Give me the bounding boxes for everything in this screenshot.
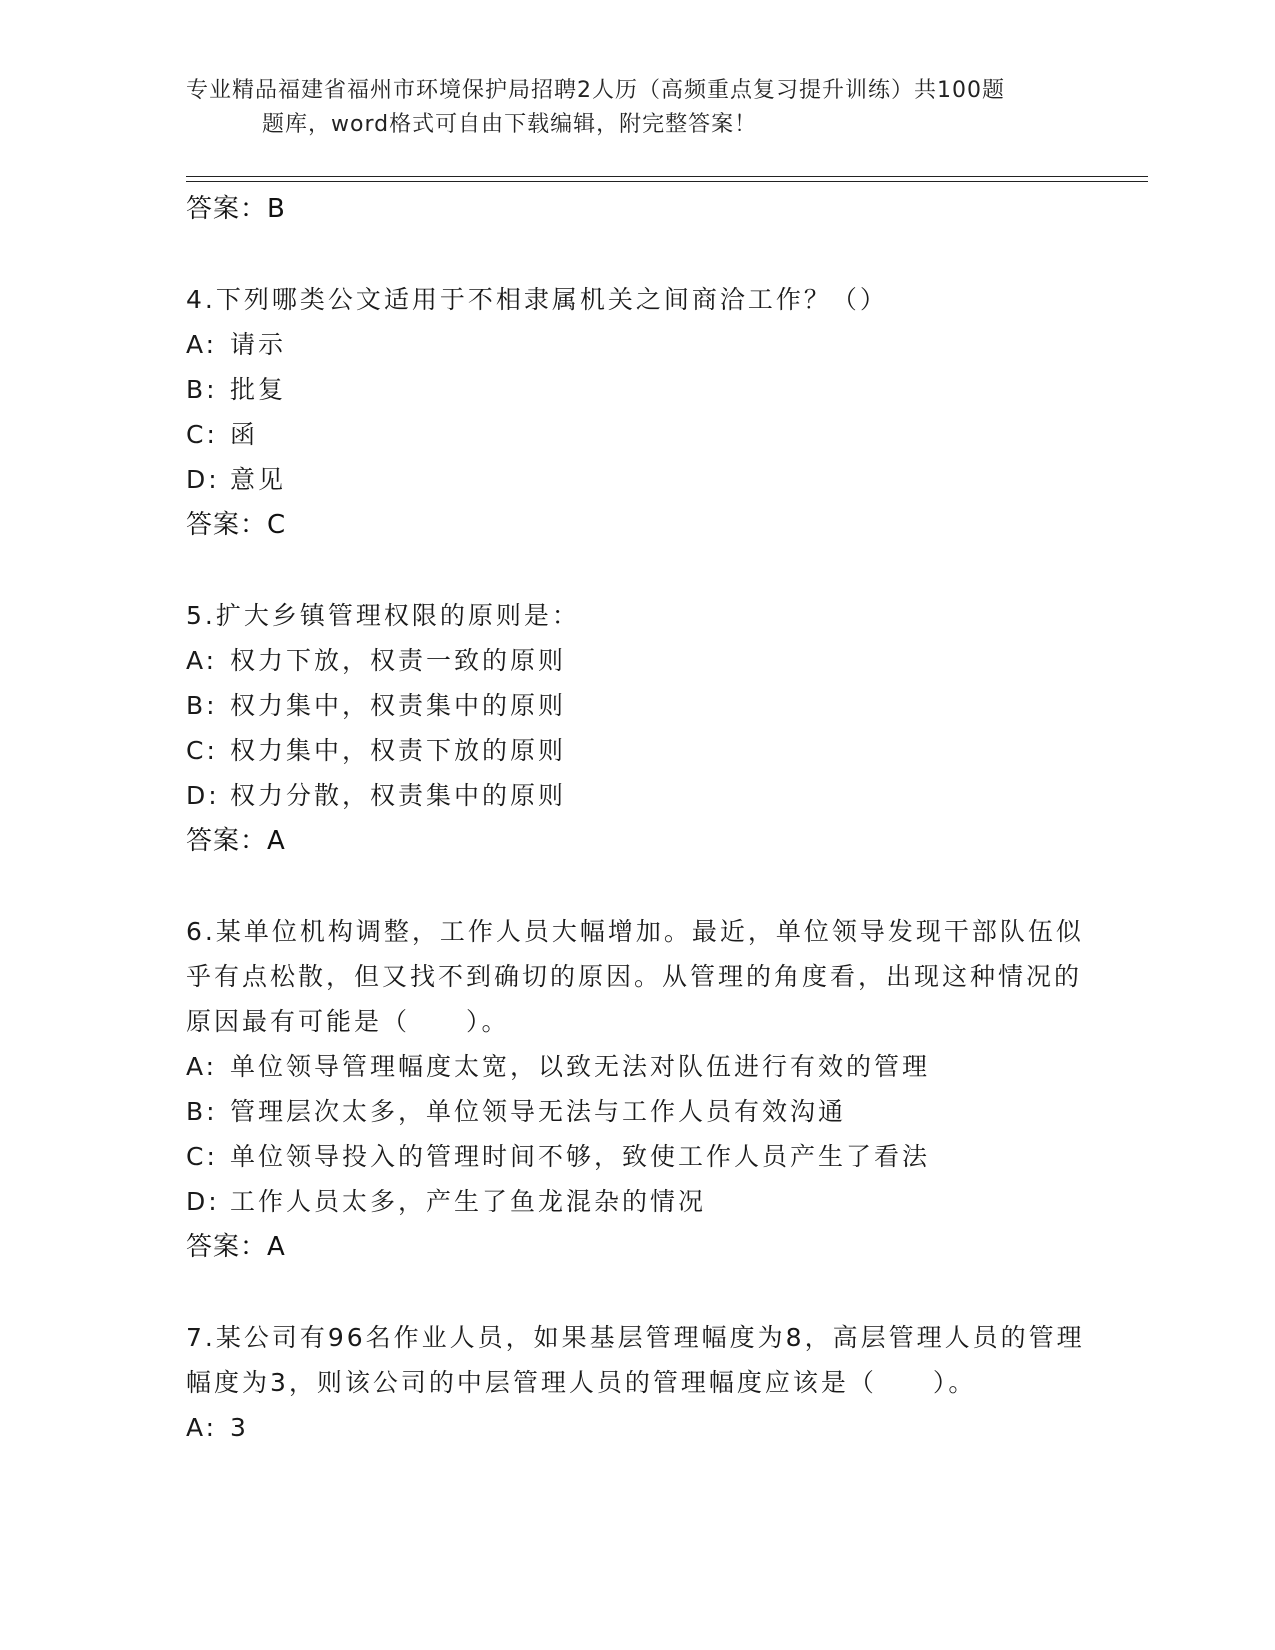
- option-letter: A:: [186, 646, 218, 675]
- option-letter: A:: [186, 330, 218, 359]
- question-text: 4.下列哪类公文适用于不相隶属机关之间商洽工作？（）: [186, 285, 888, 314]
- option-text: 权力集中，权责下放的原则: [230, 736, 567, 765]
- option-text: 工作人员太多，产生了鱼龙混杂的情况: [230, 1187, 707, 1216]
- option-b: [186, 367, 1086, 412]
- option-text: 权力下放，权责一致的原则: [230, 646, 567, 675]
- option-letter: C:: [186, 420, 218, 449]
- option-text: 权力分散，权责集中的原则: [230, 781, 567, 810]
- option-letter: B:: [186, 1097, 218, 1126]
- question-text: 7.某公司有96名作业人员，如果基层管理幅度为8，高层管理人员的管理幅度为3，则该公司的中层管理人员的管理幅度应该是（ ）。: [186, 1323, 1085, 1397]
- question-5: [186, 593, 1086, 864]
- header-rule-bottom: [186, 181, 1148, 182]
- option-letter: B:: [186, 375, 218, 404]
- option-b: [186, 683, 1086, 728]
- option-a: [186, 638, 1086, 683]
- option-letter: A:: [186, 1052, 218, 1081]
- question-6: [186, 909, 1086, 1270]
- option-c: [186, 728, 1086, 773]
- option-d: [186, 773, 1086, 818]
- option-a: [186, 1044, 1086, 1089]
- option-text: 请示: [230, 330, 287, 359]
- option-text: 批复: [230, 375, 287, 404]
- header-rule-top: [186, 176, 1148, 177]
- option-d: [186, 457, 1086, 502]
- question-7: [186, 1315, 1086, 1450]
- answer-label: 答案：A: [186, 826, 286, 856]
- document-header: [186, 74, 1106, 142]
- option-letter: A:: [186, 1413, 218, 1442]
- option-text: 3: [230, 1413, 249, 1442]
- option-c: [186, 1134, 1086, 1179]
- answer-label: 答案：C: [186, 510, 287, 540]
- option-d: [186, 1179, 1086, 1224]
- option-letter: B:: [186, 691, 218, 720]
- answer-label: 答案：B: [186, 194, 286, 224]
- question-4: [186, 277, 1086, 548]
- header-line-1: 专业精品福建省福州市环境保护局招聘2人历（高频重点复习提升训练）共100题: [186, 78, 1005, 103]
- question-text: 5.扩大乡镇管理权限的原则是：: [186, 601, 580, 630]
- option-text: 管理层次太多，单位领导无法与工作人员有效沟通: [230, 1097, 847, 1126]
- option-letter: C:: [186, 1142, 218, 1171]
- header-line-2: 题库，word格式可自由下载编辑，附完整答案！: [262, 112, 758, 137]
- question-text: 6.某单位机构调整，工作人员大幅增加。最近，单位领导发现干部队伍似乎有点松散，但又找不到确切的原因。从管理的角度看，出现这种情况的原因最有可能是（ ）。: [186, 917, 1084, 1036]
- document-body: [186, 186, 1086, 1450]
- option-b: [186, 1089, 1086, 1134]
- option-text: 函: [230, 420, 259, 449]
- option-c: [186, 412, 1086, 457]
- option-letter: D:: [186, 781, 220, 810]
- option-a: [186, 322, 1086, 367]
- answer-label: 答案：A: [186, 1232, 286, 1262]
- option-a: [186, 1405, 1086, 1450]
- option-letter: D:: [186, 1187, 220, 1216]
- option-letter: D:: [186, 465, 220, 494]
- option-letter: C:: [186, 736, 218, 765]
- option-text: 权力集中，权责集中的原则: [230, 691, 567, 720]
- option-text: 单位领导投入的管理时间不够，致使工作人员产生了看法: [230, 1142, 931, 1171]
- option-text: 单位领导管理幅度太宽，以致无法对队伍进行有效的管理: [230, 1052, 931, 1081]
- option-text: 意见: [230, 465, 287, 494]
